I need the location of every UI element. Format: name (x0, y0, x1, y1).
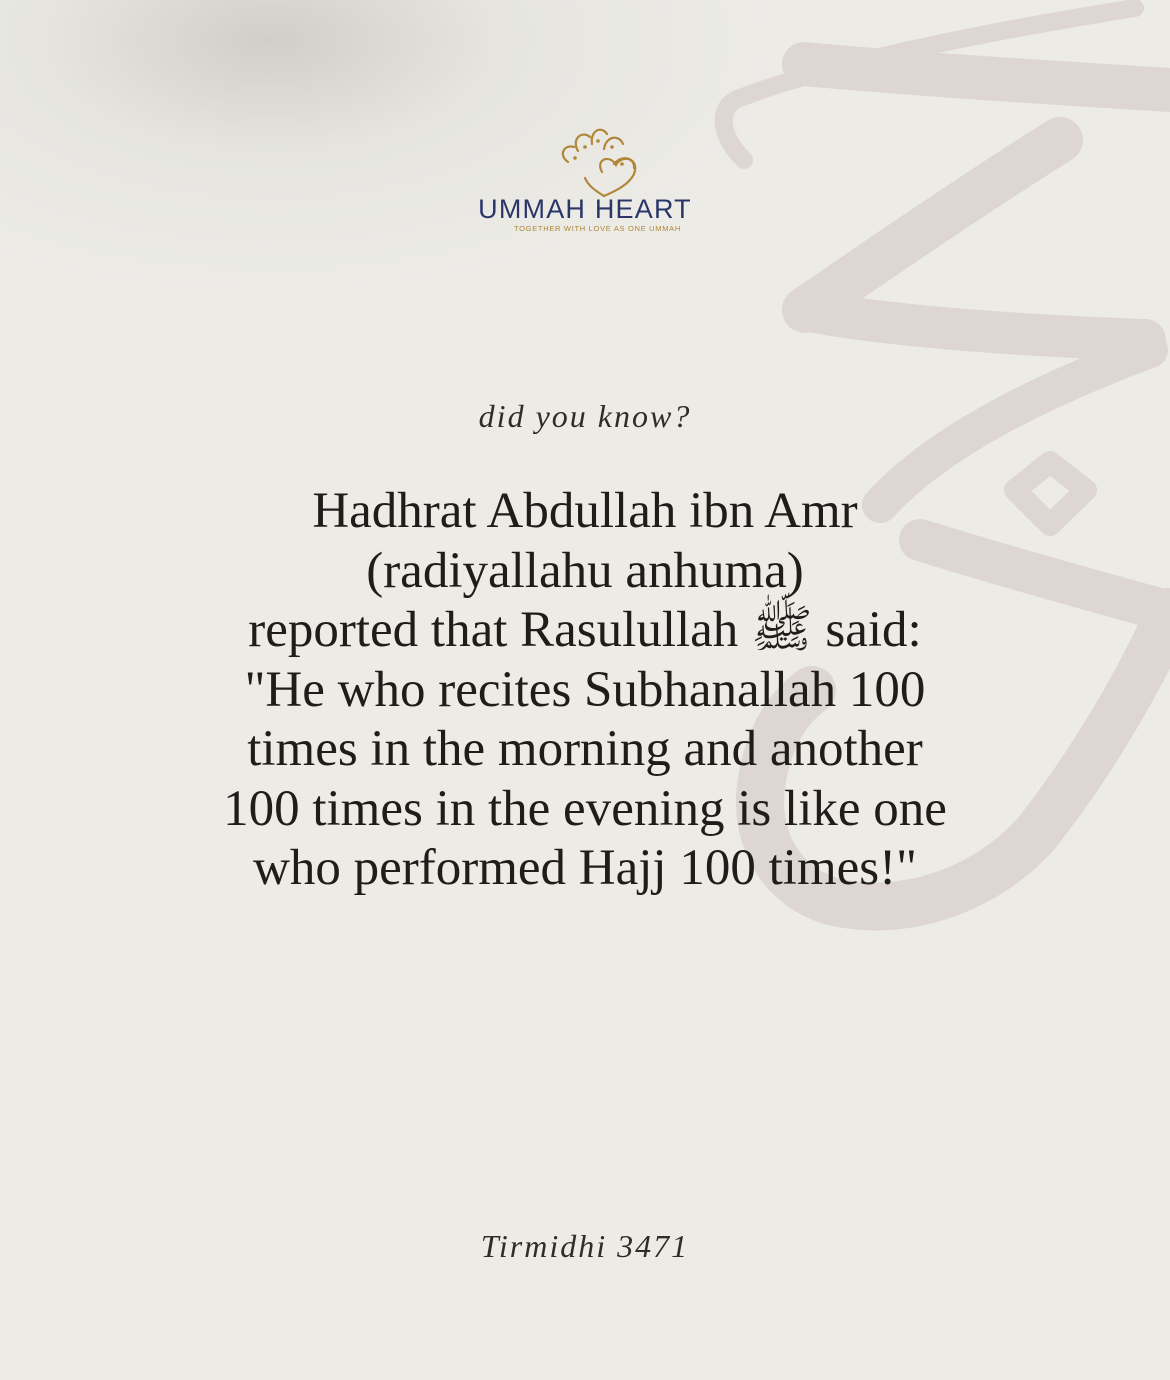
heart-fan-icon (540, 120, 650, 202)
hadith-quote: Hadhrat Abdullah ibn Amr (radiyallahu anhuma) reported that Rasulullah ﷺ said: "He who recites Subhanallah 100 times in the morning and another 100 times in the evening is like one who performed Hajj 100 times!" (223, 483, 947, 896)
brand-tagline: TOGETHER WITH LOVE AS ONE UMMAH (514, 224, 681, 233)
hadith-source: Tirmidhi 3471 (480, 1228, 690, 1264)
brand-name: UMMAH HEART (478, 194, 692, 224)
post-eyebrow: did you know? (478, 398, 692, 434)
ummah-heart-logo (440, 112, 730, 242)
